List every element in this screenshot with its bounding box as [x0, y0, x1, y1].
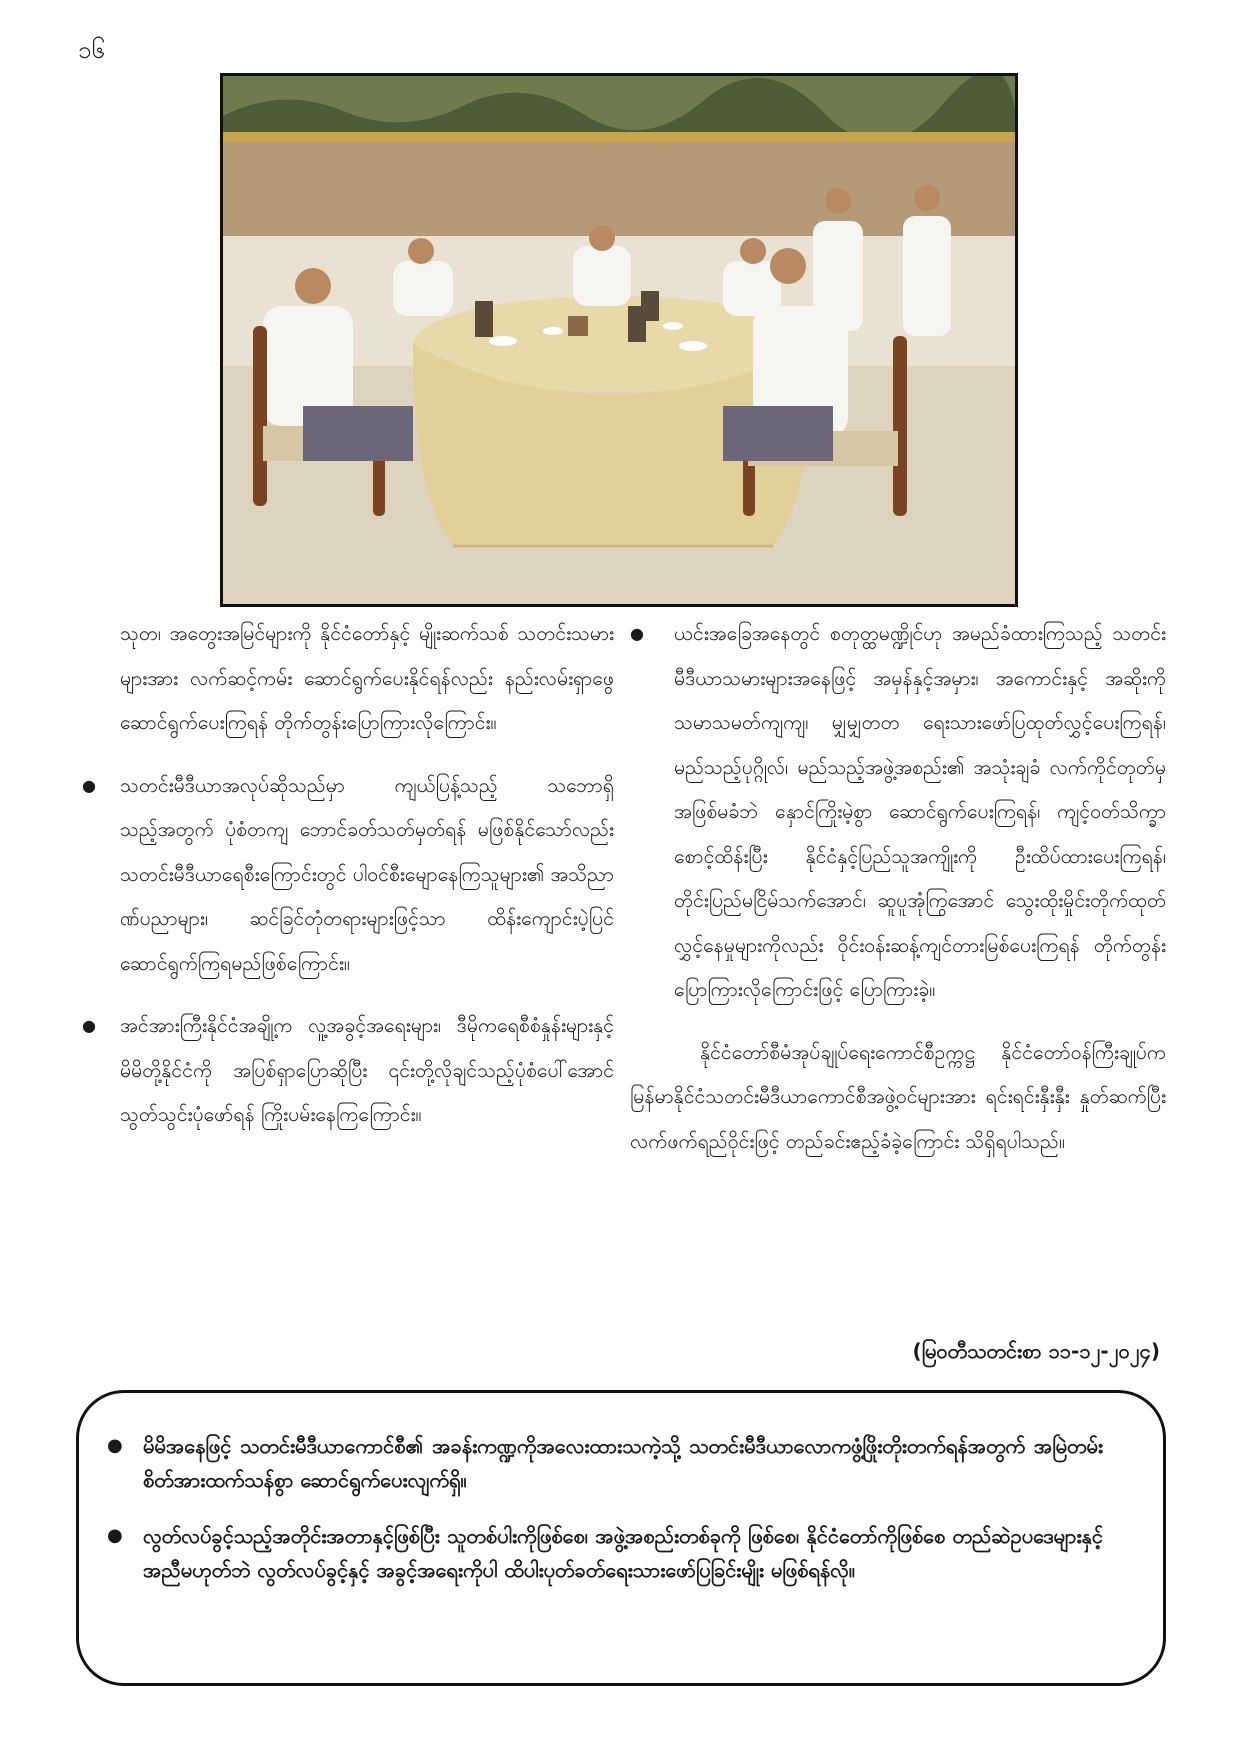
left-column [82, 612, 614, 1138]
meeting-photo [220, 73, 1018, 607]
right-bullet-text: ယင်းအခြေအနေတွင် စတုတ္ထမဏ္ဍိုင်ဟု အမည်ခံထားကြသည့် သတင်းမီဒီယာသမားများအနေဖြင့် အမှန်နှင့်အမှား၊ အကောင်းနှင့် အဆိုးကို သမာသမတ်ကျကျ၊ မျှမျှတတ ရေးသားဖော်ပြထုတ်လွှင့်ပေးကြရန်၊ မည်သည့်ပုဂ္ဂိုလ်၊ မည်သည့်အဖွဲ့အစည်း၏ အသုံးချခံ လက်ကိုင်တုတ်မှ အဖြစ်မခံဘဲ နှောင်ကြိုးမဲ့စွာ ဆောင်ရွက်ပေးကြရန်၊ ကျင့်ဝတ်သိက္ခာ စောင့်ထိန်းပြီး နိုင်ငံနှင့်ပြည်သူအကျိုးကို ဦးထိပ်ထားပေးကြရန်၊ တိုင်းပြည်မငြိမ်သက်အောင်၊ ဆူပူအုံကြွအောင် သွေးထိုးမှိုင်းတိုက်ထုတ်လွှင့်နေမှုများကိုလည်း ဝိုင်းဝန်းဆန့်ကျင်တားမြစ်ပေးကြရန် တိုက်တွန်းပြောကြားလိုကြောင်းဖြင့် ပြောကြားခဲ့။ [674, 622, 1166, 1001]
highlight-item-2-text: လွတ်လပ်ခွင့်သည့်အတိုင်းအတာနှင့်ဖြစ်ပြီး သူတစ်ပါးကိုဖြစ်စေ၊ အဖွဲ့အစည်းတစ်ခုကို ဖြစ်စေ၊ နိုင်ငံတော်ကိုဖြစ်စေ တည်ဆဲဥပဒေများနှင့်အညီမဟုတ်ဘဲ လွတ်လပ်ခွင့်နှင့် အခွင့်အရေးကိုပါ ထိပါးပုတ်ခတ်ရေးသားဖော်ပြခြင်းမျိုး မဖြစ်ရန်လို။ [143, 1524, 1103, 1582]
meeting-photo-illustration [223, 76, 1015, 604]
highlight-item-2 [107, 1519, 1103, 1587]
right-bullet [630, 612, 1166, 1013]
bullet-icon: ● [107, 1435, 123, 1456]
source-citation: (မြဝတီသတင်းစာ ၁၁-၁၂-၂၀၂၄) [912, 1339, 1160, 1363]
highlight-item-1 [107, 1429, 1103, 1497]
bullet-icon: ● [82, 1016, 96, 1035]
right-column [630, 612, 1166, 1164]
left-bullet-1 [82, 764, 614, 987]
bullet-icon: ● [82, 775, 96, 795]
bullet-icon: ● [630, 624, 644, 643]
bullet-icon: ● [107, 1525, 123, 1546]
closing-paragraph: နိုင်ငံတော်စီမံအုပ်ချုပ်ရေးကောင်စီဥက္ကဋ္ဌ နိုင်ငံတော်ဝန်ကြီးချုပ်က မြန်မာနိုင်ငံသတင်းမီဒီယာကောင်စီအဖွဲ့ဝင်များအား ရင်းရင်းနှီးနှီး နှုတ်ဆက်ပြီး လက်ဖက်ရည်ဝိုင်းဖြင့် တည်ခင်းဧည့်ခံခဲ့ကြောင်း သိရှိရပါသည်။ [630, 1040, 1166, 1153]
left-continuation-paragraph: သုတ၊ အတွေးအမြင်များကို နိုင်ငံတော်နှင့် မျိုးဆက်သစ် သတင်းသမားများအား လက်ဆင့်ကမ်း ဆောင်ရွက်ပေးနိုင်ရန်လည်း နည်းလမ်းရှာဖွေဆောင်ရွက်ပေးကြရန် တိုက်တွန်းပြောကြားလိုကြောင်း။ [120, 622, 614, 734]
highlight-box [76, 1390, 1166, 1686]
page-number: ၁၆ [78, 36, 105, 64]
left-bullet-2 [82, 1004, 614, 1138]
highlight-item-1-text: မိမိအနေဖြင့် သတင်းမီဒီယာကောင်စီ၏ အခန်းကဏ္ဍကိုအလေးထားသကဲ့သို့ သတင်းမီဒီယာလောကဖွံ့ဖြိုးတိုးတက်ရန်အတွက် အမြဲတမ်းစိတ်အားထက်သန်စွာ ဆောင်ရွက်ပေးလျက်ရှိ။ [143, 1434, 1103, 1492]
left-bullet-2-text: အင်အားကြီးနိုင်ငံအချို့က လူ့အခွင့်အရေးများ၊ ဒီမိုကရေစီစံနှုန်းများနှင့် မိမိတို့နိုင်ငံကို အပြစ်ရှာပြောဆိုပြီး ၎င်းတို့လိုချင်သည့်ပုံစံပေါ်အောင် သွတ်သွင်းပုံဖော်ရန် ကြိုးပမ်းနေကြကြောင်း။ [120, 1014, 614, 1126]
left-bullet-1-text: သတင်းမီဒီယာအလုပ်ဆိုသည်မှာ ကျယ်ပြန့်သည့် သဘောရှိသည့်အတွက် ပုံစံတကျ ဘောင်ခတ်သတ်မှတ်ရန် မဖြစ်နိုင်သော်လည်း သတင်းမီဒီယာရေစီးကြောင်းတွင် ပါဝင်စီးမျောနေကြသူများ၏ အသိညာဏ်ပညာများ၊ ဆင်ခြင်တုံတရားများဖြင့်သာ ထိန်းကျောင်းပဲ့ပြင်ဆောင်ရွက်ကြရမည်ဖြစ်ကြောင်း။ [120, 773, 614, 975]
